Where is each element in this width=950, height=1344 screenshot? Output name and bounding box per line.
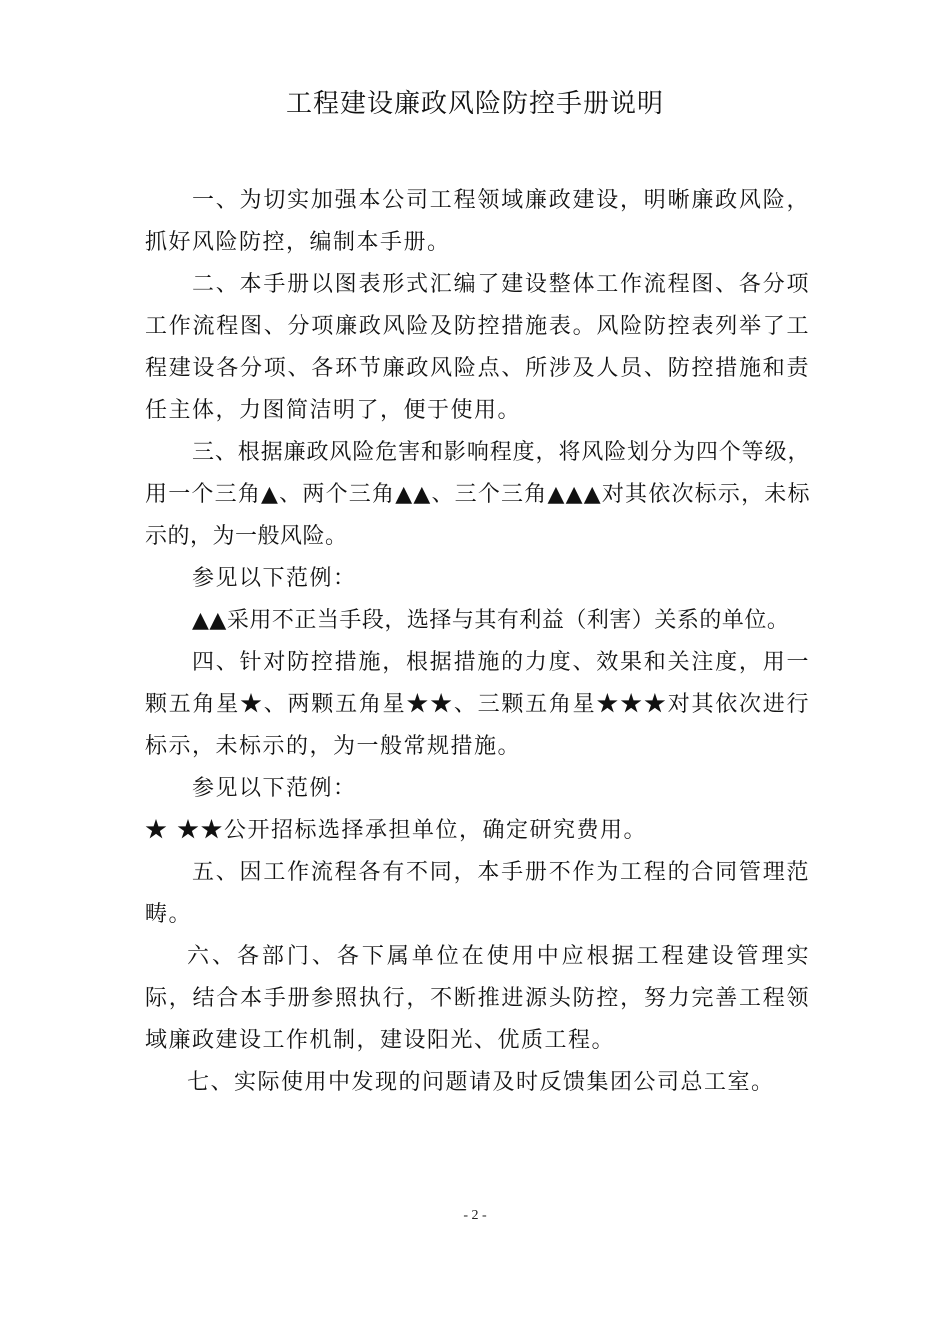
paragraph-1: 一、为切实加强本公司工程领域廉政建设，明晰廉政风险，抓好风险防控，编制本手册。 [145,188,810,255]
document-body [145,180,810,1104]
paragraph-example-risk: ▲▲采用不正当手段，选择与其有利益（利害）关系的单位。 [192,608,790,633]
paragraph-example-label-2: 参见以下范例： [192,776,357,801]
paragraph-5: 五、因工作流程各有不同，本手册不作为工程的合同管理范畴。 [145,860,810,927]
paragraph-7: 七、实际使用中发现的问题请及时反馈集团公司总工室。 [187,1070,775,1095]
paragraph-6: 六、各部门、各下属单位在使用中应根据工程建设管理实际，结合本手册参照执行，不断推进源头防控，努力完善工程领域廉政建设工作机制，建设阳光、优质工程。 [145,944,810,1053]
paragraph-4: 四、针对防控措施，根据措施的力度、效果和关注度，用一颗五角星★、两颗五角星★★、三颗五角星★★★对其依次进行标示，未标示的，为一般常规措施。 [145,650,810,759]
paragraph-2: 二、本手册以图表形式汇编了建设整体工作流程图、各分项工作流程图、分项廉政风险及防控措施表。风险防控表列举了工程建设各分项、各环节廉政风险点、所涉及人员、防控措施和责任主体，力图简洁明了，便于使用。 [145,272,810,423]
page-title: 工程建设廉政风险防控手册说明 [285,89,664,119]
paragraph-3: 三、根据廉政风险危害和影响程度，将风险划分为四个等级，用一个三角▲、两个三角▲▲、三个三角▲▲▲对其依次标示，未标示的，为一般风险。 [145,440,810,549]
paragraph-example-measure: ★ ★★公开招标选择承担单位，确定研究费用。 [145,818,647,843]
paragraph-example-label-1: 参见以下范例： [192,566,357,591]
page-number: - 2 - [463,1208,487,1223]
